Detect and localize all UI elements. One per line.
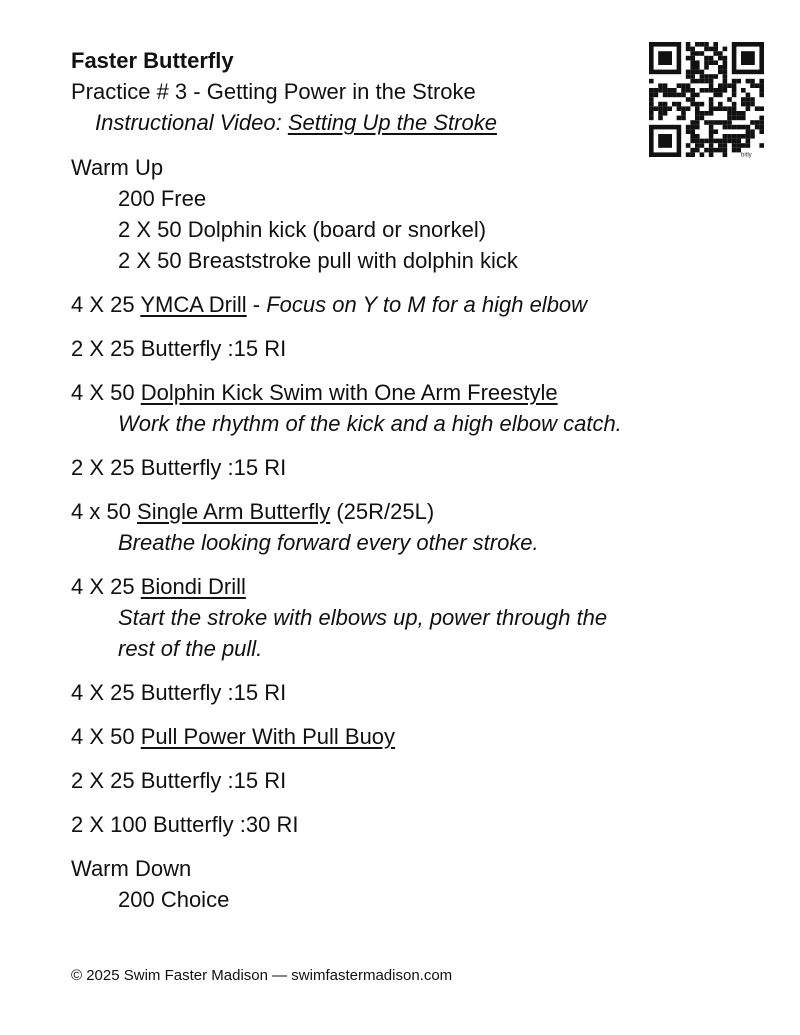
workout-line	[71, 809, 751, 840]
video-link[interactable]: Setting Up the Stroke	[287, 110, 497, 135]
page-title: Faster Butterfly	[71, 48, 234, 73]
set-text: 4 X 25	[71, 292, 141, 317]
drill-link[interactable]: YMCA Drill	[140, 292, 247, 317]
sub-set: 2 X 50 Dolphin kick (board or snorkel)	[118, 217, 487, 242]
workout-line	[71, 571, 751, 602]
instructional-video-line	[95, 109, 497, 137]
workout-line	[71, 333, 751, 364]
drill-link[interactable]: Pull Power With Pull Buoy	[140, 724, 396, 749]
workout-item	[71, 809, 751, 840]
footer-copyright: © 2025 Swim Faster Madison — swimfastermadison.com	[71, 967, 453, 984]
workout-item	[71, 765, 751, 796]
workout-line	[71, 289, 751, 320]
workout-line	[71, 452, 751, 483]
set-text: 4 X 50	[71, 724, 141, 749]
workout-item	[71, 721, 751, 752]
sub-set: 200 Free	[118, 186, 207, 211]
set-text: 4 x 50	[71, 499, 138, 524]
practice-subtitle: Practice # 3 - Getting Power in the Stroke	[71, 79, 476, 104]
workout-line	[71, 721, 751, 752]
sub-set: 200 Choice	[118, 887, 230, 912]
workout-line	[71, 152, 751, 183]
workout-item	[71, 152, 751, 276]
workout-line	[71, 496, 751, 527]
workout-item	[71, 333, 751, 364]
drill-note: Work the rhythm of the kick and a high elbow catch.	[118, 411, 622, 436]
set-text: Warm Up	[71, 155, 164, 180]
workout-item	[71, 571, 751, 664]
drill-note: Start the stroke with elbows up, power through the	[118, 605, 608, 630]
set-text: 2 X 100 Butterfly :30 RI	[71, 812, 299, 837]
drill-link[interactable]: Biondi Drill	[140, 574, 246, 599]
workout-line	[71, 853, 751, 884]
workout-item	[71, 677, 751, 708]
workout-item	[71, 853, 751, 915]
set-suffix: (25R/25L)	[330, 499, 435, 524]
set-text: Warm Down	[71, 856, 192, 881]
qr-brand-label: bitly	[741, 152, 752, 158]
workout-item	[71, 289, 751, 320]
workout-item	[71, 496, 751, 558]
drill-link[interactable]: Dolphin Kick Swim with One Arm Freestyle	[140, 380, 558, 405]
drill-note: rest of the pull.	[118, 636, 263, 661]
sub-set: 2 X 50 Breaststroke pull with dolphin kick	[118, 248, 518, 273]
workout-item	[71, 452, 751, 483]
drill-note: Breathe looking forward every other stroke.	[118, 530, 539, 555]
set-text: 4 X 25	[71, 574, 141, 599]
workout-item	[71, 377, 751, 439]
video-label: Instructional Video:	[95, 110, 288, 135]
workout-line	[71, 677, 751, 708]
drill-link[interactable]: Single Arm Butterfly	[137, 499, 331, 524]
workout-line	[71, 765, 751, 796]
workout-line	[71, 377, 751, 408]
separator: -	[246, 292, 267, 317]
set-text: 4 X 25 Butterfly :15 RI	[71, 680, 287, 705]
drill-focus: Focus on Y to M for a high elbow	[266, 292, 588, 317]
set-text: 2 X 25 Butterfly :15 RI	[71, 455, 287, 480]
qr-code-icon[interactable]	[647, 40, 765, 158]
set-text: 2 X 25 Butterfly :15 RI	[71, 768, 287, 793]
set-text: 4 X 50	[71, 380, 141, 405]
workout-list	[71, 152, 751, 915]
set-text: 2 X 25 Butterfly :15 RI	[71, 336, 287, 361]
